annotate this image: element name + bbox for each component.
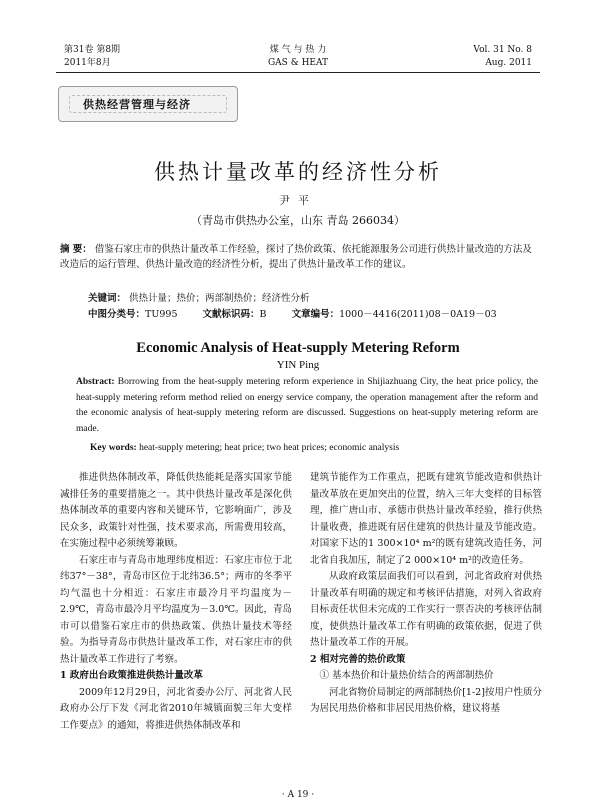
section-heading: 2 相对完善的热价政策 bbox=[310, 653, 406, 665]
clc-value: TU995 bbox=[145, 309, 178, 320]
column-label-box bbox=[58, 86, 238, 122]
paragraph: 建筑节能作为工作重点，把既有建筑节能改造和供热计量改革放在更加突出的位置，纳入三年大变样的目标管理，推广唐山市、承德市供热计量改革经验，推行供热计量收费，推进既有居住建筑的供热计量及节能改造。对国家下达的1 300×10⁴ m²的既有建筑改造任务，河北省自我加压，制定了2 000×10⁴ m²的改造任务。 bbox=[310, 472, 542, 566]
issue-date-en: Aug. 2011 bbox=[485, 58, 532, 68]
keywords-en-text: heat-supply metering; heat price; two heat prices; economic analysis bbox=[139, 443, 400, 453]
art-value: 1000－4416(2011)08－0A19－03 bbox=[339, 309, 497, 320]
abstract-cn-text: 借鉴石家庄市的供热计量改革工作经验，探讨了热价政策、依托能源服务公司进行供热计量改造的方法及改造后的运行管理、供热计量改造的经济性分析，提出了供热计量改革工作的建议。 bbox=[60, 244, 532, 270]
journal-name-cn: 煤 气 与 热 力 bbox=[269, 45, 327, 55]
volume-issue: 第31卷 第8期 bbox=[64, 45, 121, 55]
keywords-en-label: Key words: bbox=[90, 443, 137, 453]
author-cn: 尹平 bbox=[279, 194, 317, 207]
header-rule bbox=[56, 72, 540, 73]
document-code bbox=[203, 309, 267, 320]
page-number: · A 19 · bbox=[281, 790, 315, 800]
abstract-cn-label: 摘 要： bbox=[60, 244, 92, 255]
paragraph: 石家庄市与青岛市地理纬度相近：石家庄市位于北纬37°－38°，青岛市区位于北纬36.5°；两市的冬季平均气温也十分相近：石家庄市最冷月平均温度为－2.9℃，青岛市最冷月平均温度为－3.0℃。因此，青岛市可以借鉴石家庄市的供热政策、供热计量技术等经验。为指导青岛市供热计量改革工作，对石家庄市的供热计量改革工作进行了考察。 bbox=[60, 554, 292, 665]
author-en: YIN Ping bbox=[276, 359, 320, 371]
volume-issue-en: Vol. 31 No. 8 bbox=[473, 45, 532, 55]
paragraph: 推进供热体制改革，降低供热能耗是落实国家节能减排任务的重要措施之一。其中供热计量改革是深化供热体制改革的重要内容和关键环节，它影响面广，涉及民众多，政策针对性强，技术要求高，所需费用较高，在实施过程中必须统筹兼顾。 bbox=[60, 472, 292, 549]
keywords-cn bbox=[88, 290, 310, 304]
doc-label: 文献标识码： bbox=[202, 309, 260, 320]
classification-line bbox=[88, 306, 519, 320]
column-label: 供热经营管理与经济 bbox=[83, 98, 191, 111]
article-title-en: Economic Analysis of Heat-supply Metering Reform bbox=[136, 340, 460, 356]
page-header bbox=[0, 0, 596, 70]
keywords-en bbox=[90, 443, 399, 453]
body-column-left bbox=[60, 470, 292, 734]
abstract-en-label: Abstract: bbox=[76, 377, 115, 387]
paragraph: 从政府政策层面我们可以看到，河北省政府对供热计量改革有明确的规定和考核评估措施，对列入省政府目标责任状但未完成的工作实行一票否决的考核评估制度，使供热计量改革工作有明确的政策依据，促进了供热计量改革工作的开展。 bbox=[310, 571, 542, 648]
article-title-cn: 供热计量改革的经济性分析 bbox=[154, 160, 442, 184]
abstract-en bbox=[76, 375, 538, 437]
paragraph: 河北省物价局制定的两部制热价[1-2]按用户性质分为居民用热价格和非居民用热价格，建议将基 bbox=[310, 686, 542, 714]
clc-number bbox=[88, 309, 178, 320]
article-number bbox=[292, 309, 497, 320]
affiliation-cn: （青岛市供热办公室，山东 青岛 266034） bbox=[191, 214, 405, 227]
journal-name-en: GAS & HEAT bbox=[267, 58, 329, 68]
paragraph: 2009年12月29日，河北省委办公厅、河北省人民政府办公厅下发《河北省2010年城镇面貌三年大变样工作要点》的通知，将推进供热体制改革和 bbox=[60, 686, 292, 731]
keywords-cn-label: 关键词： bbox=[88, 293, 127, 304]
abstract-en-text: Borrowing from the heat-supply metering reform experience in Shijiazhuang City, the heat price policy, the heat-supply metering reform method relied on energy service company, the operation management after the reform and the economic analysis of heat-supply metering reform are discussed. Suggestions on heat-supply metering reform are made. bbox=[76, 377, 539, 434]
body-column-right bbox=[310, 470, 542, 718]
keywords-cn-text: 供热计量；热价；两部制热价；经济性分析 bbox=[129, 293, 310, 304]
art-label: 文章编号： bbox=[291, 309, 340, 320]
abstract-cn bbox=[60, 242, 538, 272]
subsection-heading: ① 基本热价和计量热价结合的两部制热价 bbox=[319, 670, 494, 681]
volume-info-en bbox=[473, 44, 532, 70]
issue-date: 2011年8月 bbox=[64, 58, 111, 68]
section-heading: 1 政府出台政策推进供热计量改革 bbox=[60, 670, 203, 681]
clc-label: 中图分类号： bbox=[88, 309, 146, 320]
doc-value: B bbox=[259, 309, 267, 320]
